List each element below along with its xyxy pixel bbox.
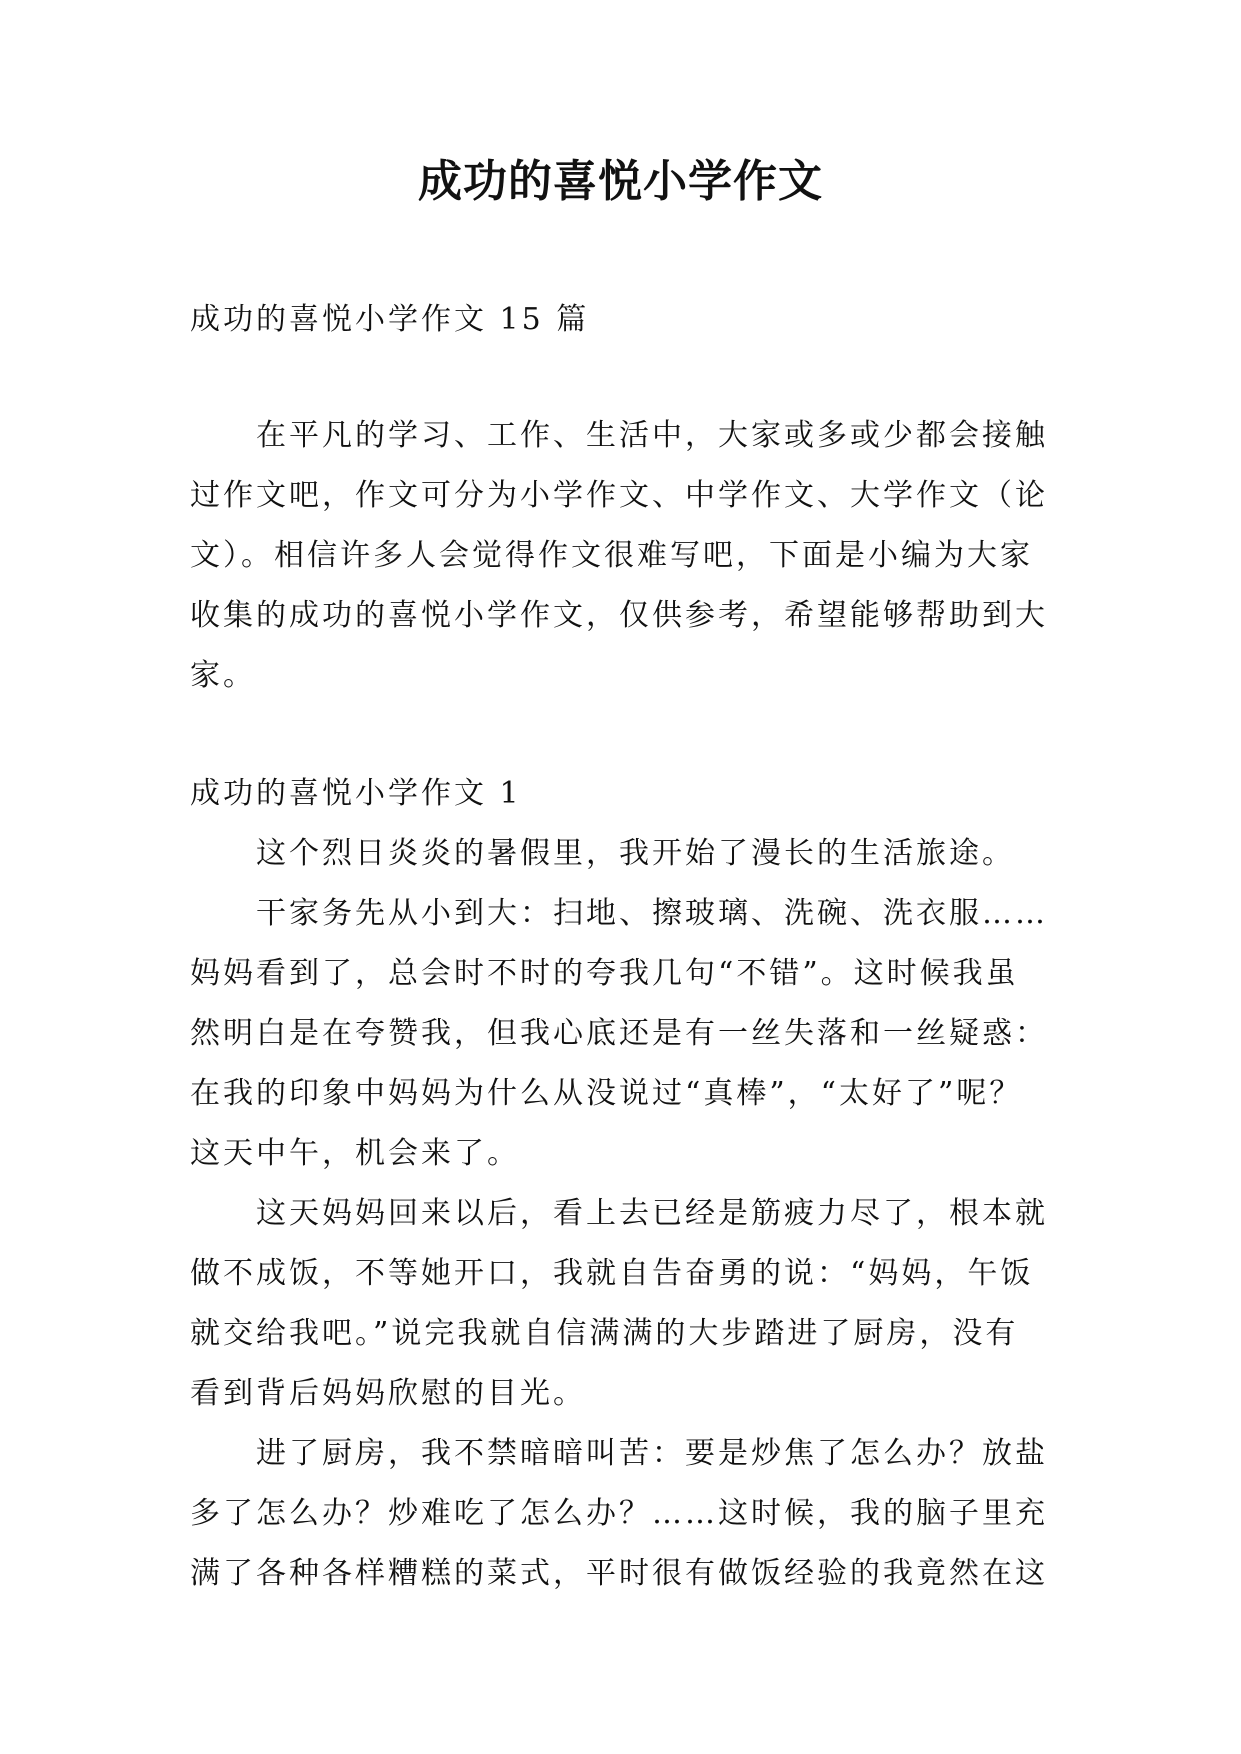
- text-line: 这天中午，机会来了。: [190, 1136, 520, 1171]
- text-line: 在平凡的学习、工作、生活中，大家或多或少都会接触: [190, 418, 1048, 453]
- text-line: 文）。相信许多人会觉得作文很难写吧，下面是小编为大家: [190, 538, 1033, 573]
- text-line: 家。: [190, 658, 256, 693]
- text-line: 这个烈日炎炎的暑假里，我开始了漫长的生活旅途。: [190, 836, 1015, 871]
- text-line: 过作文吧，作文可分为小学作文、中学作文、大学作文（论: [190, 478, 1048, 513]
- text-line: 看到背后妈妈欣慰的目光。: [190, 1376, 586, 1411]
- text-line: 妈妈看到了，总会时不时的夸我几句“不错”。这时候我虽: [190, 956, 1019, 991]
- text-line: 进了厨房，我不禁暗暗叫苦：要是炒焦了怎么办？放盐: [190, 1436, 1048, 1471]
- text-line: 就交给我吧。”说完我就自信满满的大步踏进了厨房，没有: [190, 1316, 1019, 1351]
- essay-body: [190, 824, 1070, 1604]
- text-line: 在我的印象中妈妈为什么从没说过“真棒”，“太好了”呢？: [190, 1076, 1023, 1111]
- document-body: [190, 290, 1070, 1604]
- intro-paragraph: [190, 406, 1070, 706]
- text-line: 然明白是在夸赞我，但我心底还是有一丝失落和一丝疑惑：: [190, 1016, 1048, 1051]
- text-line: 收集的成功的喜悦小学作文，仅供参考，希望能够帮助到大: [190, 598, 1048, 633]
- text-line: 做不成饭，不等她开口，我就自告奋勇的说：“妈妈，午饭: [190, 1256, 1034, 1291]
- text-line: 满了各种各样糟糕的菜式，平时很有做饭经验的我竟然在这: [190, 1556, 1048, 1591]
- section-heading: 成功的喜悦小学作文 1: [190, 776, 522, 811]
- text-line: 干家务先从小到大：扫地、擦玻璃、洗碗、洗衣服……: [190, 896, 1048, 931]
- document-title: 成功的喜悦小学作文: [418, 156, 823, 207]
- document-subtitle: 成功的喜悦小学作文 15 篇: [190, 302, 590, 337]
- text-line: 这天妈妈回来以后，看上去已经是筋疲力尽了，根本就: [190, 1196, 1048, 1231]
- text-line: 多了怎么办？炒难吃了怎么办？……这时候，我的脑子里充: [190, 1496, 1048, 1531]
